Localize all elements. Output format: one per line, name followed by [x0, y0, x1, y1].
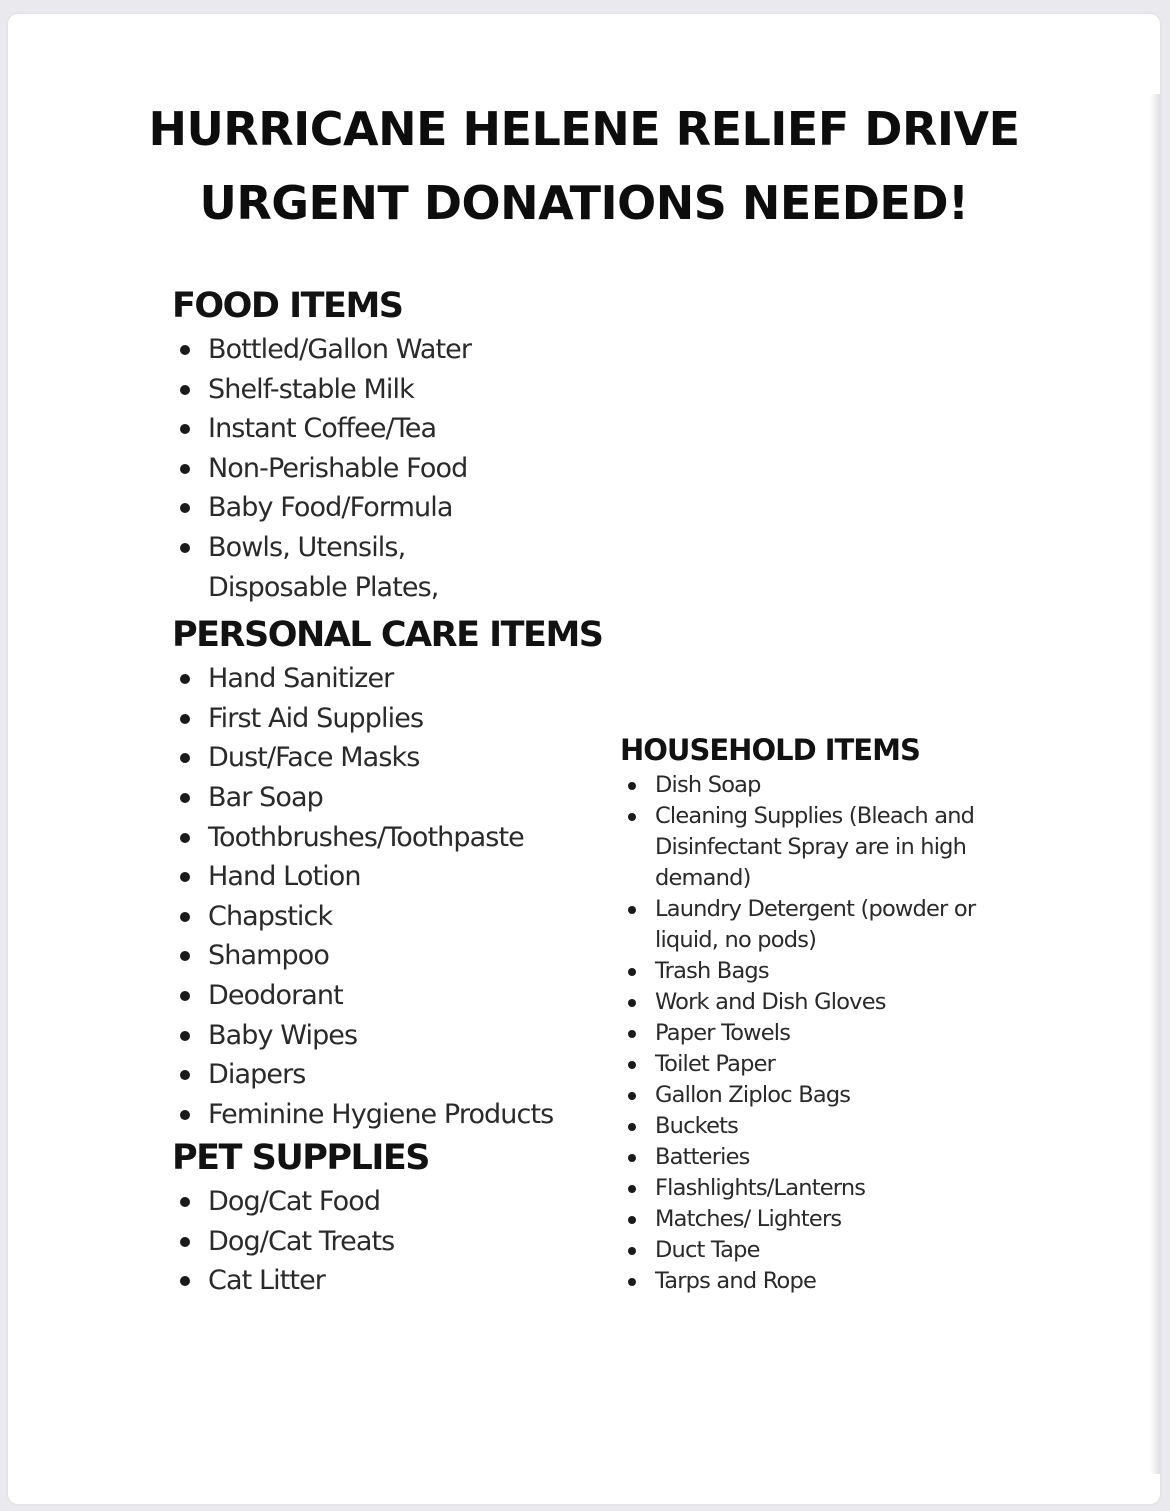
list-item: [620, 801, 1000, 894]
bullet-icon: [180, 991, 190, 1001]
bullet-icon: [180, 872, 190, 882]
item-text: Buckets: [655, 1113, 739, 1139]
list-item: [620, 1111, 1000, 1142]
item-text: Tarps and Rope: [655, 1268, 817, 1294]
item-text: Dog/Cat Treats: [208, 1225, 395, 1257]
title-line-2: URGENT DONATIONS NEEDED!: [199, 176, 969, 230]
left-column: [172, 282, 622, 1301]
list-item: [172, 818, 622, 858]
item-text: Gallon Ziploc Bags: [655, 1082, 851, 1108]
bullet-icon: [180, 753, 190, 763]
item-text: Bar Soap: [208, 781, 323, 813]
list-item: [620, 1080, 1000, 1111]
bullet-icon: [180, 833, 190, 843]
bullet-icon: [628, 1247, 636, 1255]
bullet-icon: [628, 1123, 636, 1131]
list-item: [620, 1173, 1000, 1204]
list-item: [620, 1018, 1000, 1049]
bullet-icon: [180, 951, 190, 961]
list-item: [172, 778, 622, 818]
household-section: [620, 730, 1000, 1297]
item-text: First Aid Supplies: [208, 702, 424, 734]
item-text: Feminine Hygiene Products: [208, 1098, 554, 1130]
item-text: Paper Towels: [655, 1020, 791, 1046]
food-section: [172, 282, 622, 607]
list-item: [620, 1266, 1000, 1297]
list-item: [172, 897, 622, 937]
bullet-icon: [180, 543, 190, 553]
list-item: [620, 987, 1000, 1018]
bullet-icon: [628, 1185, 636, 1193]
item-text: Dish Soap: [655, 772, 761, 798]
right-column: [620, 730, 1000, 1297]
title-line-1: HURRICANE HELENE RELIEF DRIVE: [148, 102, 1020, 156]
list-item: [172, 528, 468, 607]
bullet-icon: [628, 1092, 636, 1100]
flyer-page: [8, 14, 1160, 1504]
list-item: [172, 1182, 622, 1222]
personal-care-list: [172, 659, 622, 1134]
bullet-icon: [180, 424, 190, 434]
item-text: Toothbrushes/Toothpaste: [208, 821, 524, 853]
bullet-icon: [180, 1070, 190, 1080]
item-text: Batteries: [655, 1144, 750, 1170]
list-item: [172, 1222, 622, 1262]
item-text: Bottled/Gallon Water: [208, 334, 472, 365]
flyer-title: [8, 92, 1160, 240]
bullet-icon: [628, 906, 636, 914]
item-text: Dog/Cat Food: [208, 1186, 381, 1218]
bullet-icon: [180, 1276, 190, 1286]
item-text: Cleaning Supplies (Bleach and Disinfectant Spray are in high demand): [655, 803, 975, 891]
household-list: [620, 770, 1000, 1297]
list-item: [172, 1055, 622, 1095]
pet-section: [172, 1134, 622, 1301]
item-text: Toilet Paper: [655, 1051, 776, 1077]
list-item: [172, 488, 622, 528]
bullet-icon: [628, 1061, 636, 1069]
list-item: [172, 699, 622, 739]
item-text: Cat Litter: [208, 1265, 325, 1297]
bullet-icon: [180, 345, 190, 355]
item-text: Instant Coffee/Tea: [208, 413, 437, 445]
list-item: [620, 894, 1000, 956]
list-item: [172, 1095, 622, 1135]
bullet-icon: [628, 999, 636, 1007]
bullet-icon: [180, 1031, 190, 1041]
item-text: Non-Perishable Food: [208, 452, 468, 484]
list-item: [172, 1261, 622, 1301]
bullet-icon: [628, 1030, 636, 1038]
list-item: [172, 976, 622, 1016]
bullet-icon: [180, 1110, 190, 1120]
item-text: Flashlights/Lanterns: [655, 1175, 866, 1201]
bullet-icon: [180, 1237, 190, 1247]
bullet-icon: [628, 1154, 636, 1162]
item-text: Hand Lotion: [208, 861, 361, 893]
item-text: Duct Tape: [655, 1237, 760, 1263]
list-item: [172, 330, 622, 370]
bullet-icon: [628, 782, 636, 790]
pet-heading: PET SUPPLIES: [172, 1138, 429, 1179]
item-text: Trash Bags: [655, 958, 769, 984]
bullet-icon: [180, 714, 190, 724]
item-text: Bowls, Utensils, Disposable Plates,: [208, 531, 439, 603]
list-item: [172, 936, 622, 976]
item-text: Dust/Face Masks: [208, 742, 420, 774]
list-item: [620, 1142, 1000, 1173]
list-item: [620, 770, 1000, 801]
item-text: Baby Wipes: [208, 1019, 358, 1051]
list-item: [172, 370, 622, 410]
personal-care-heading: PERSONAL CARE ITEMS: [172, 615, 603, 656]
list-item: [620, 956, 1000, 987]
item-text: Hand Sanitizer: [208, 663, 394, 695]
bullet-icon: [180, 912, 190, 922]
item-text: Laundry Detergent (powder or liquid, no pods): [655, 896, 976, 953]
item-text: Diapers: [208, 1059, 306, 1091]
food-list: [172, 330, 622, 607]
bullet-icon: [180, 793, 190, 803]
item-text: Deodorant: [208, 979, 343, 1011]
list-item: [620, 1235, 1000, 1266]
bullet-icon: [628, 1216, 636, 1224]
bullet-icon: [180, 385, 190, 395]
item-text: Baby Food/Formula: [208, 492, 453, 524]
list-item: [620, 1049, 1000, 1080]
bullet-icon: [628, 813, 636, 821]
item-text: Shelf-stable Milk: [208, 373, 414, 405]
bullet-icon: [180, 1197, 190, 1207]
personal-care-section: [172, 611, 622, 1134]
bullet-icon: [628, 1278, 636, 1286]
list-item: [172, 738, 622, 778]
item-text: Work and Dish Gloves: [655, 989, 886, 1015]
list-item: [172, 1016, 622, 1056]
list-item: [172, 857, 622, 897]
food-heading: FOOD ITEMS: [172, 286, 403, 326]
household-heading: HOUSEHOLD ITEMS: [620, 733, 920, 767]
list-item: [620, 1204, 1000, 1235]
item-text: Chapstick: [208, 900, 333, 932]
page-edge-shadow: [1150, 94, 1160, 1474]
list-item: [172, 409, 622, 449]
bullet-icon: [180, 674, 190, 684]
list-item: [172, 449, 622, 489]
pet-list: [172, 1182, 622, 1301]
bullet-icon: [180, 503, 190, 513]
list-item: [172, 659, 622, 699]
item-text: Shampoo: [208, 940, 329, 972]
item-text: Matches/ Lighters: [655, 1206, 842, 1232]
bullet-icon: [628, 968, 636, 976]
bullet-icon: [180, 464, 190, 474]
